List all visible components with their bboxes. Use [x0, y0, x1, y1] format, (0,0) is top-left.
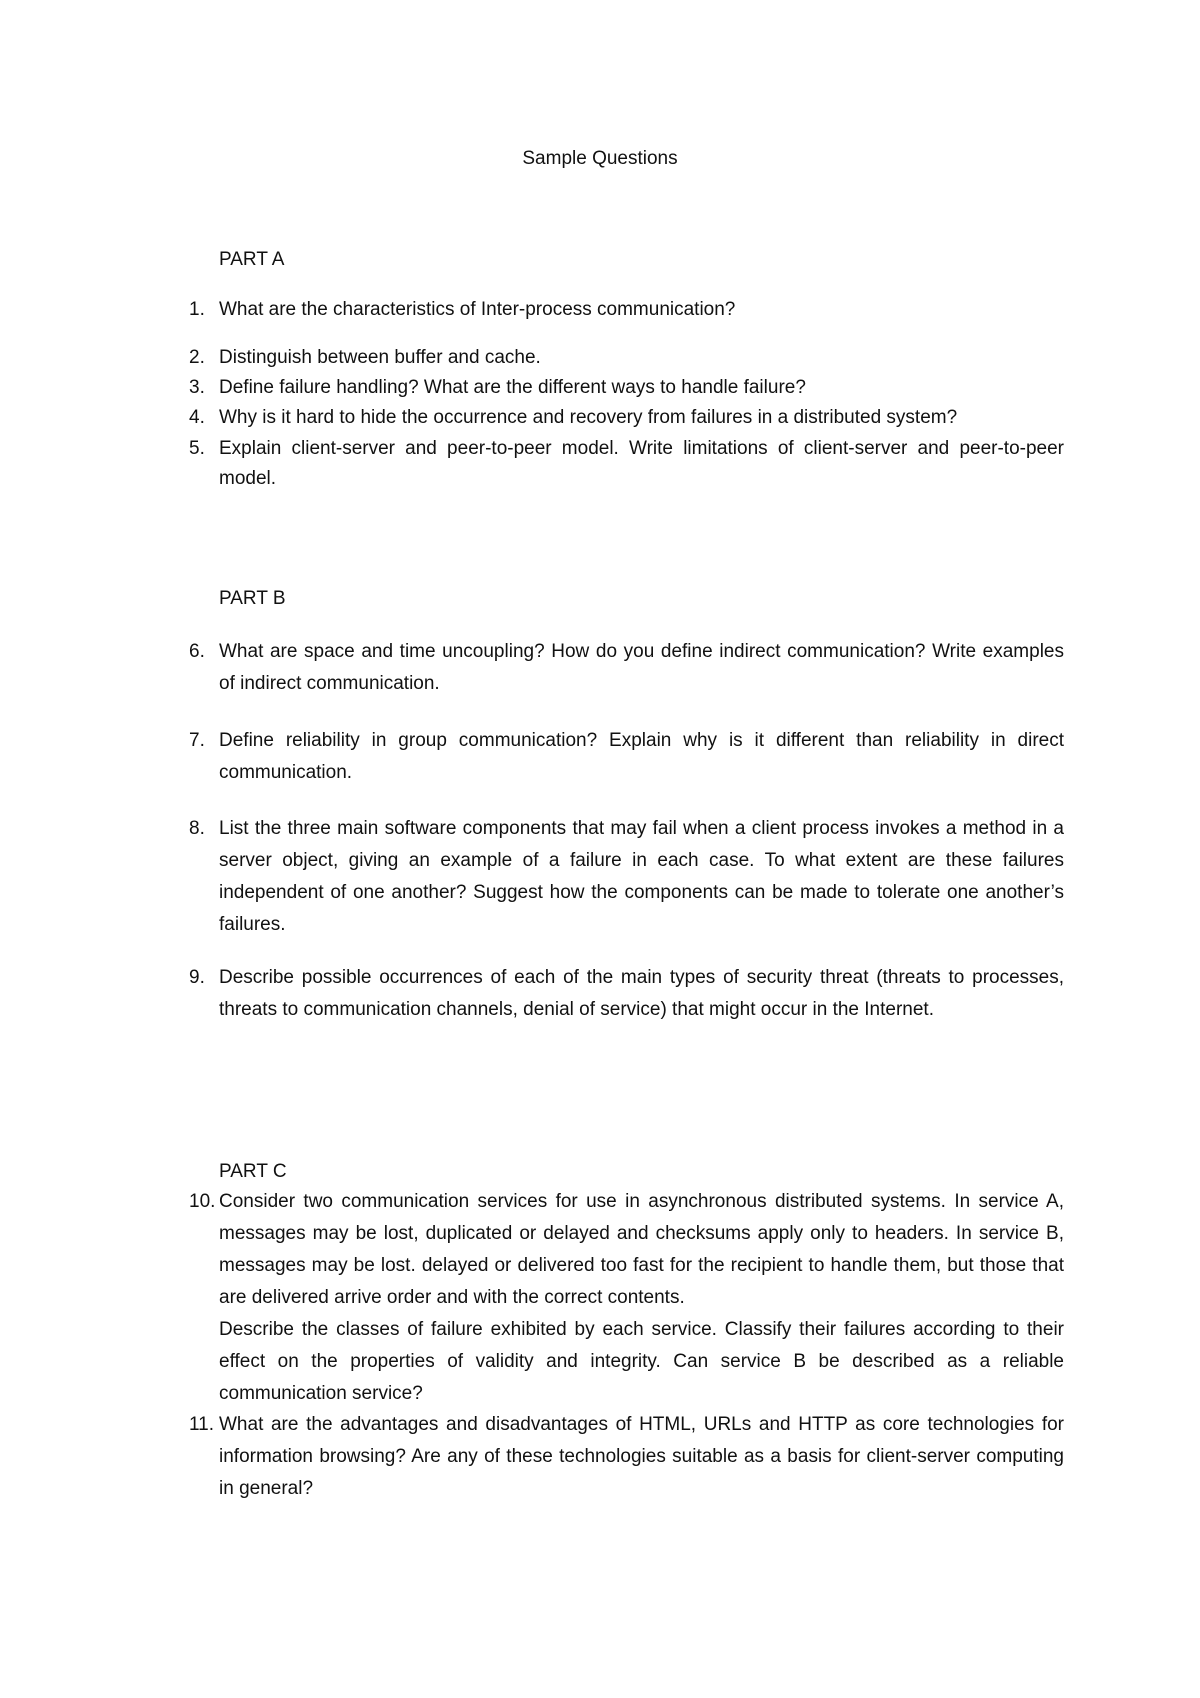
- question-number: 6.: [189, 641, 205, 662]
- question-1: [178, 294, 1064, 326]
- question-text: What are the advantages and disadvantages of HTML, URLs and HTTP as core technologies for information browsing? Are any of these technologies suitable as a basis for client-server computing in general?: [219, 1414, 1064, 1499]
- question-number: 11.: [189, 1414, 215, 1435]
- question-4: [178, 402, 1064, 434]
- question-number: 2.: [189, 347, 205, 368]
- question-5: [178, 434, 1064, 494]
- question-number: 10.: [189, 1191, 216, 1212]
- question-number: 4.: [189, 407, 205, 428]
- question-number: 7.: [189, 730, 205, 751]
- question-3: [178, 372, 1064, 404]
- question-text: What are the characteristics of Inter-process communication?: [219, 299, 736, 320]
- question-text: List the three main software components that may fail when a client process invokes a method in a server object, giving an example of a failure in each case. To what extent are these failures independent of one another? Suggest how the components can be made to tolerate one another’s failures.: [219, 818, 1064, 935]
- question-6: [178, 636, 1064, 700]
- part-a-heading: PART A: [219, 249, 285, 270]
- question-10: [178, 1186, 1064, 1410]
- page-title: Sample Questions: [522, 148, 678, 169]
- question-7: [178, 725, 1064, 789]
- question-9: [178, 962, 1064, 1026]
- question-number: 3.: [189, 377, 205, 398]
- question-text: Describe possible occurrences of each of the main types of security threat (threats to processes, threats to communication channels, denial of service) that might occur in the Internet.: [219, 967, 1064, 1020]
- question-text-continued: Describe the classes of failure exhibited by each service. Classify their failures according to their effect on the properties of validity and integrity. Can service B be described as a reliable communication service?: [219, 1319, 1064, 1404]
- part-c-heading: PART C: [219, 1161, 287, 1182]
- question-number: 9.: [189, 967, 205, 988]
- question-number: 1.: [189, 299, 205, 320]
- question-text: Explain client-server and peer-to-peer model. Write limitations of client-server and peer-to-peer model.: [219, 438, 1064, 489]
- question-8: [178, 813, 1064, 941]
- question-text: Define reliability in group communication? Explain why is it different than reliability in direct communication.: [219, 730, 1064, 783]
- question-2: [178, 342, 1064, 374]
- question-number: 8.: [189, 818, 205, 839]
- question-text: Consider two communication services for use in asynchronous distributed systems. In service A, messages may be lost, duplicated or delayed and checksums apply only to headers. In service B, messages may be lost. delayed or delivered too fast for the recipient to handle them, but those that are delivered arrive order and with the correct contents.: [219, 1191, 1064, 1308]
- question-text: Distinguish between buffer and cache.: [219, 347, 541, 368]
- question-text: Define failure handling? What are the different ways to handle failure?: [219, 377, 806, 398]
- question-text: Why is it hard to hide the occurrence and recovery from failures in a distributed system?: [219, 407, 958, 428]
- question-text: What are space and time uncoupling? How do you define indirect communication? Write examples of indirect communication.: [219, 641, 1064, 694]
- part-b-heading: PART B: [219, 588, 286, 609]
- question-11: [178, 1409, 1064, 1505]
- question-number: 5.: [189, 438, 205, 459]
